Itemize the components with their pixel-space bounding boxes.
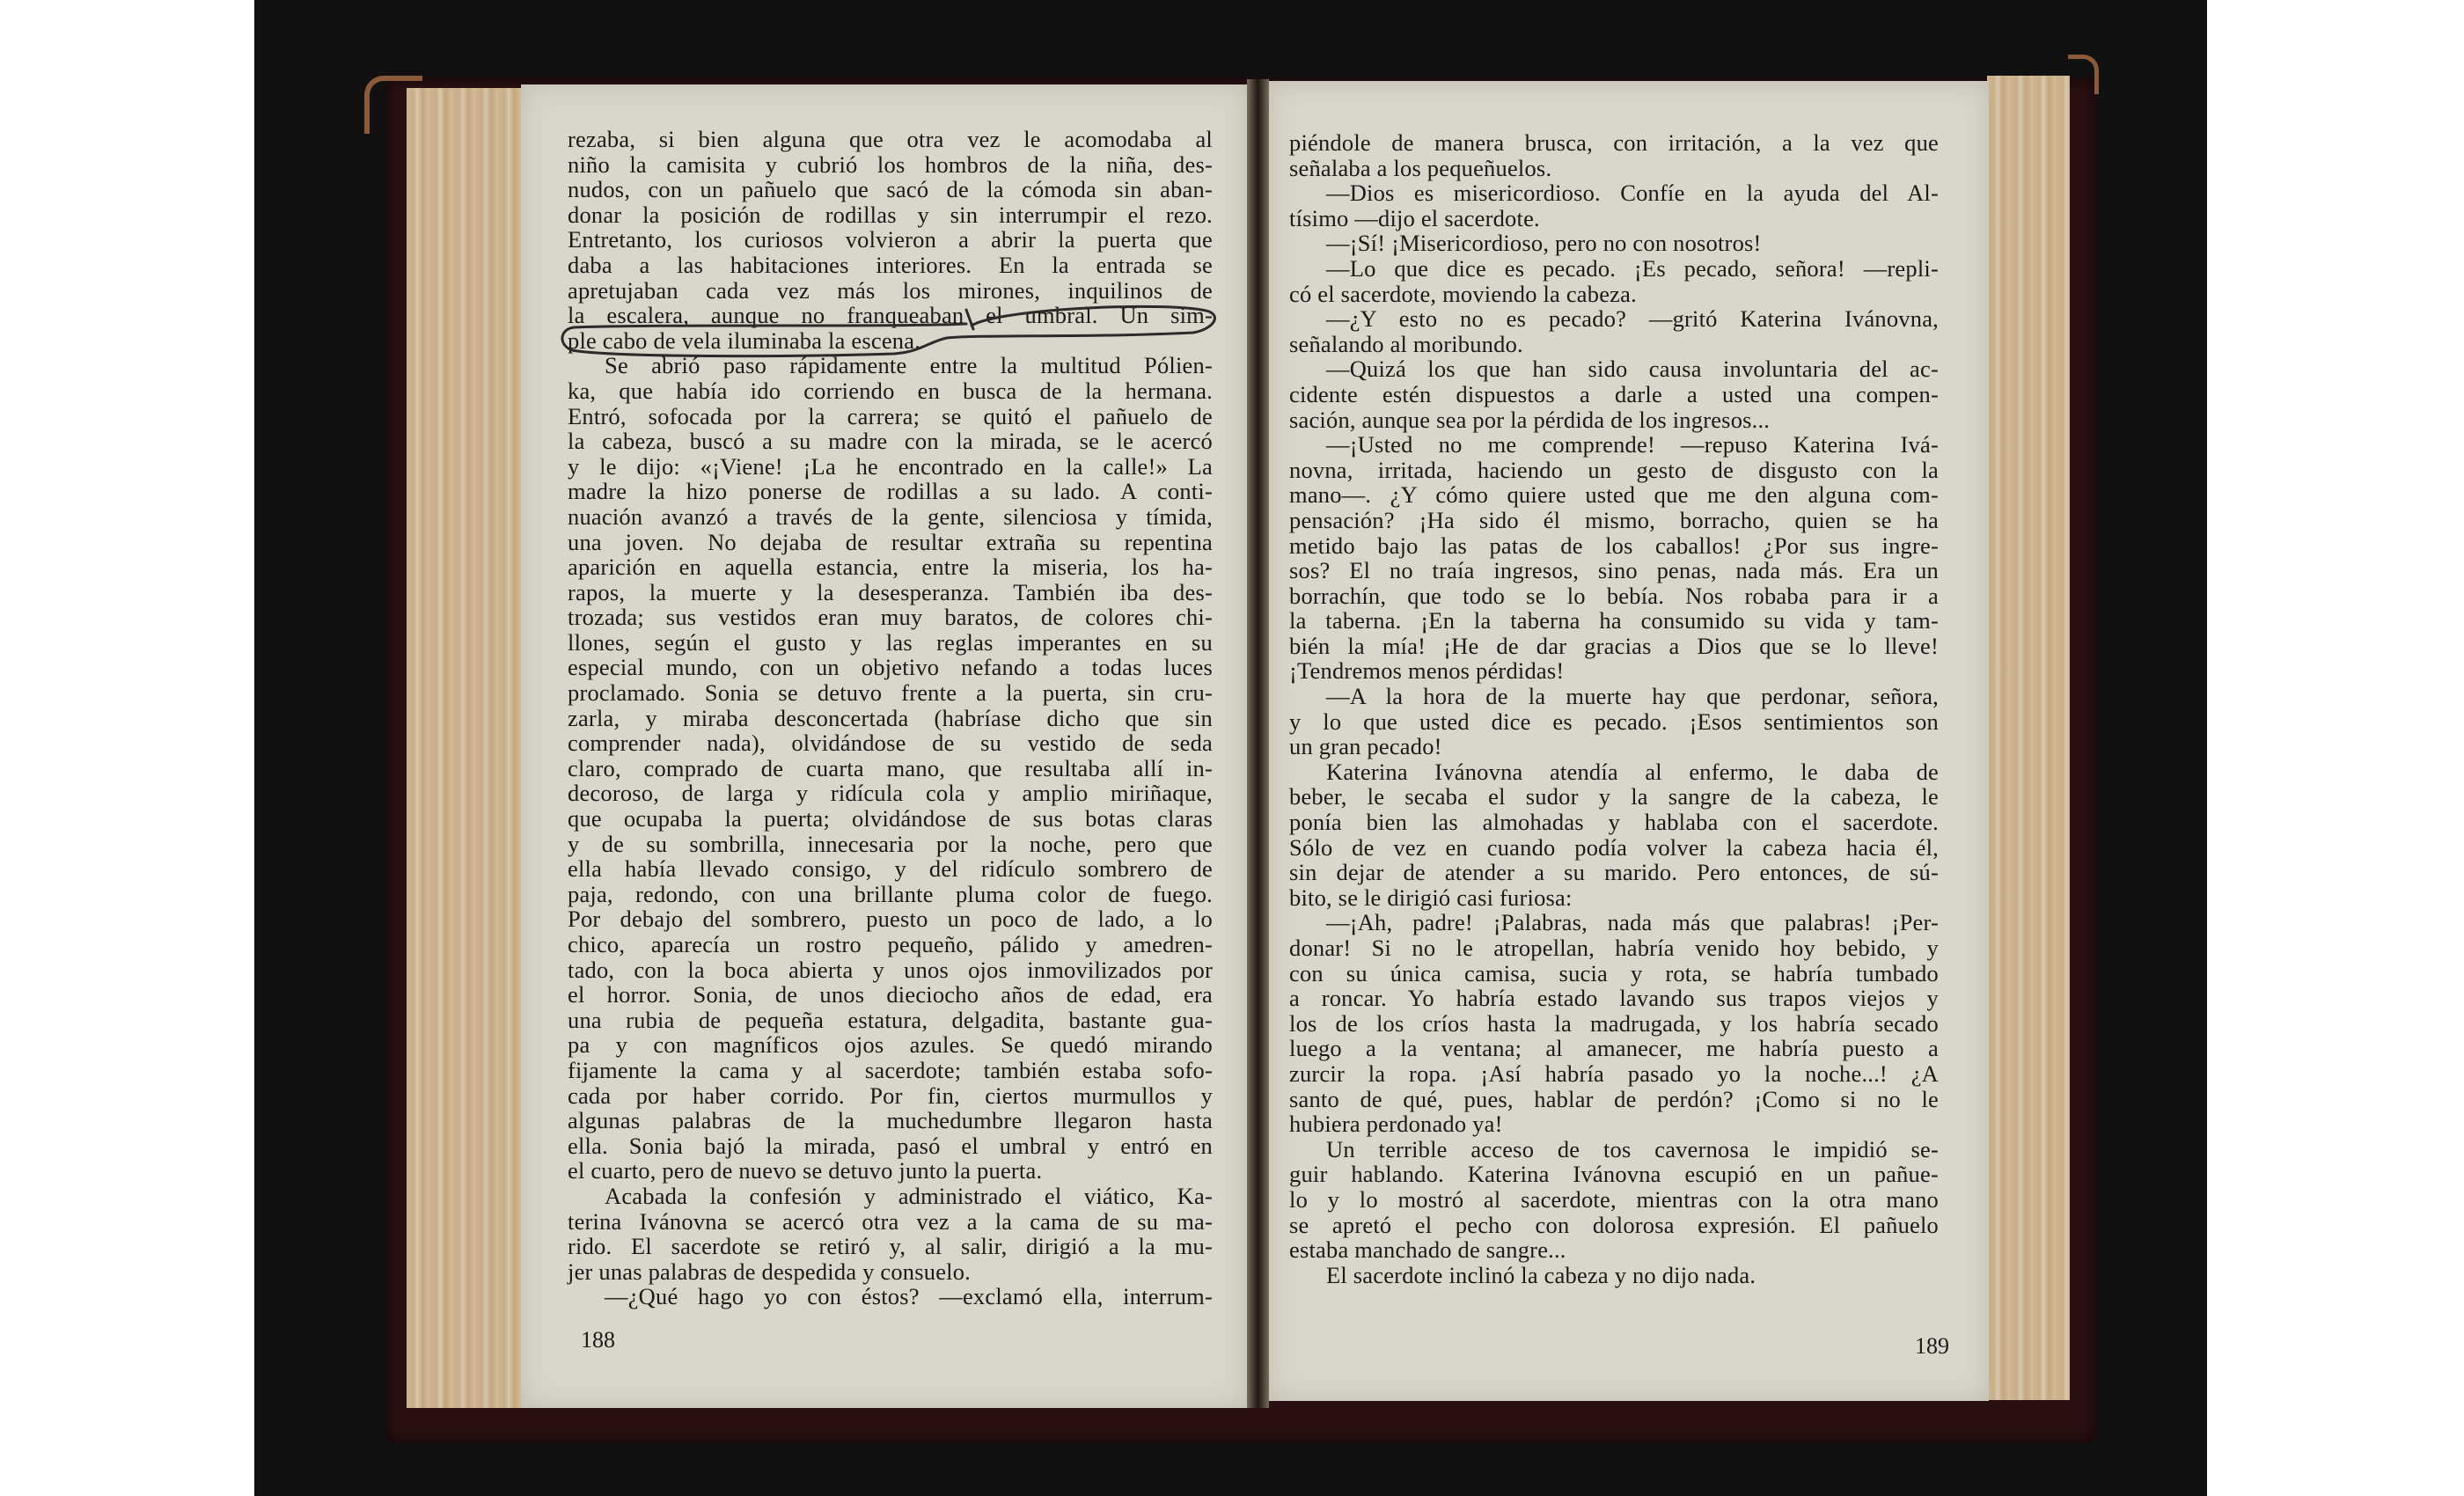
text-line: —Dios es misericordioso. Confíe en la ayuda del Al- xyxy=(1326,180,1939,207)
text-line: novna, irritada, haciendo un gesto de disgusto con la xyxy=(1289,456,1939,483)
text-line: y le dijo: «¡Viene! ¡La he encontrado en la calle!» La xyxy=(568,452,1213,480)
text-line: lo y lo mostró al sacerdote, mientras con la otra mano xyxy=(1289,1185,1939,1213)
text-line: y de su sombrilla, innecesaria por la noche, pero que xyxy=(568,830,1213,857)
text-line: —Quizá los que han sido causa involuntaria del ac- xyxy=(1326,356,1939,383)
text-line: —¿Qué hago yo con éstos? —exclamó ella, interrum- xyxy=(605,1283,1213,1310)
left-page-edges xyxy=(407,88,523,1408)
text-line: cada por haber corrido. Por fin, ciertos murmullos y xyxy=(568,1082,1213,1109)
text-line: trozada; sus vestidos eran muy baratos, de colores chi- xyxy=(568,604,1213,631)
text-line: hubiera perdonado ya! xyxy=(1289,1111,1503,1138)
text-line: señalando al moribundo. xyxy=(1289,330,1523,357)
text-line: la cabeza, buscó a su madre con la mirada, se le acercó xyxy=(568,428,1213,455)
text-line: Katerina Ivánovna atendía al enfermo, le daba de xyxy=(1326,758,1939,785)
text-line: —¡Sí! ¡Misericordioso, pero no con nosotros! xyxy=(1326,230,1762,257)
text-line: bién la mía! ¡He de dar gracias a Dios que se lo lleve! xyxy=(1289,632,1939,659)
text-line: cidente estén dispuestos a darle a usted una compen- xyxy=(1289,380,1939,407)
text-line: niño la camisita y cubrió los hombros de la niña, des- xyxy=(568,150,1213,178)
text-line: donar la posición de rodillas y sin interrumpir el rezo. xyxy=(568,201,1213,228)
text-line: nuación avanzó a través de la gente, silenciosa y tímida, xyxy=(568,502,1213,530)
text-line: apretujaban cada vez más los mirones, inquilinos de xyxy=(568,276,1213,304)
text-line: pa y con magníficos ojos azules. Se quedó mirando xyxy=(568,1031,1213,1059)
text-line: chico, aparecía un rostro pequeño, pálido y amedren- xyxy=(568,931,1213,957)
text-line: comprender nada), olvidándose de su vestido de seda xyxy=(568,730,1213,757)
text-line: sos? El no traía ingresos, sino penas, nada más. Era un xyxy=(1289,557,1939,584)
text-line: Acabada la confesión y administrado el viático, Ka- xyxy=(605,1182,1213,1209)
page-number-left: 188 xyxy=(581,1327,615,1353)
right-page-edges xyxy=(1987,76,2070,1400)
cover-corner-wear xyxy=(2068,55,2099,94)
text-line: un gran pecado! xyxy=(1289,733,1442,760)
text-line: —¡Ah, padre! ¡Palabras, nada más que palabras! ¡Per- xyxy=(1326,909,1939,936)
text-line: aparición en aquella estancia, entre la miseria, los ha- xyxy=(568,554,1213,581)
text-line: rezaba, si bien alguna que otra vez le acomodaba al xyxy=(568,126,1213,152)
text-line: los de los críos hasta la madrugada, y los habría secado xyxy=(1289,1009,1939,1037)
text-line: tado, con la boca abierta y unos ojos inmovilizados por xyxy=(568,956,1213,983)
text-line: Se abrió paso rápidamente entre la multitud Pólien- xyxy=(605,352,1213,379)
text-line: borrachín, que todo se lo bebía. Nos robaba para ir a xyxy=(1289,582,1939,609)
text-line: guir hablando. Katerina Ivánovna escupió en un pañue- xyxy=(1289,1161,1939,1188)
text-line: paja, redondo, con una brillante pluma color de fuego. xyxy=(568,880,1213,907)
text-line: jer unas palabras de despedida y consuelo. xyxy=(568,1258,972,1285)
text-line: se apretó el pecho con dolorosa expresión. El pañuelo xyxy=(1289,1211,1939,1238)
text-line: una rubia de pequeña estatura, delgadita, bastante gua- xyxy=(568,1006,1213,1033)
text-line: pensación? ¡Ha sido él mismo, borracho, quien se ha xyxy=(1289,506,1939,533)
text-line: luego a la ventana; al amanecer, me habría puesto a xyxy=(1289,1035,1939,1062)
text-line: la escalera, aunque no franqueaban el umbral. Un sim- xyxy=(568,302,1213,329)
text-line: Por debajo del sombrero, puesto un poco de lado, a lo xyxy=(568,906,1213,933)
text-line: —A la hora de la muerte hay que perdonar, señora, xyxy=(1326,683,1939,710)
text-line: có el sacerdote, moviendo la cabeza. xyxy=(1289,280,1637,307)
text-line: Un terrible acceso de tos cavernosa le impidió se- xyxy=(1326,1135,1939,1162)
text-line: madre la hizo ponerse de rodillas a su lado. A conti- xyxy=(568,478,1213,505)
text-line: estaba manchado de sangre... xyxy=(1289,1236,1566,1264)
text-line: claro, comprado de cuarta mano, que resultaba allí in- xyxy=(568,754,1213,781)
page-number-right: 189 xyxy=(1915,1333,1949,1359)
text-line: ella. Sonia bajó la mirada, pasó el umbral y entró en xyxy=(568,1132,1213,1159)
right-page-text xyxy=(1289,130,1939,1287)
text-line: daba a las habitaciones interiores. En la entrada se xyxy=(568,251,1213,278)
text-line: decoroso, de larga y ridícula cola y amplio miriñaque, xyxy=(568,780,1213,807)
text-line: zurcir la ropa. ¡Así habría pasado yo la noche...! ¿A xyxy=(1289,1060,1939,1087)
text-line: señalaba a los pequeñuelos. xyxy=(1289,154,1552,181)
text-line: —¿Y esto no es pecado? —gritó Katerina Ivánovna, xyxy=(1326,305,1939,333)
text-line: —Lo que dice es pecado. ¡Es pecado, señora! —repli- xyxy=(1326,254,1939,282)
text-line: ple cabo de vela iluminaba la escena. xyxy=(568,326,921,354)
text-line: el horror. Sonia, de unos dieciocho años de edad, era xyxy=(568,981,1213,1008)
text-line: Entró, sofocada por la carrera; se quitó el pañuelo de xyxy=(568,402,1213,429)
text-line: El sacerdote inclinó la cabeza y no dijo nada. xyxy=(1326,1261,1756,1288)
text-line: terina Ivánovna se acercó otra vez a la cama de su ma- xyxy=(568,1207,1213,1235)
text-line: ella había llevado consigo, y del ridículo sombrero de xyxy=(568,855,1213,883)
text-line: piéndole de manera brusca, con irritación, a la vez que xyxy=(1289,129,1939,156)
text-line: ponía bien las almohadas y hablaba con el sacerdote. xyxy=(1289,809,1939,836)
text-line: fijamente la cama y al sacerdote; también estaba sofo- xyxy=(568,1056,1213,1083)
text-line: mano—. ¿Y cómo quiere usted que me den alguna com- xyxy=(1289,481,1939,509)
text-line: donar! Si no le atropellan, habría venido hoy bebido, y xyxy=(1289,935,1939,961)
text-line: y lo que usted dice es pecado. ¡Esos sentimientos son xyxy=(1289,708,1939,735)
text-line: rido. El sacerdote se retiró y, al salir, dirigió a la mu- xyxy=(568,1233,1213,1260)
left-page-text xyxy=(568,127,1213,1309)
text-line: beber, le secaba el sudor y la sangre de la cabeza, le xyxy=(1289,783,1939,810)
text-line: llones, según el gusto y las reglas imperantes en su xyxy=(568,628,1213,656)
text-line: algunas palabras de la muchedumbre llegaron hasta xyxy=(568,1107,1213,1134)
text-line: rapos, la muerte y la desesperanza. También iba des- xyxy=(568,578,1213,605)
text-line: proclamado. Sonia se detuvo frente a la puerta, sin cru- xyxy=(568,679,1213,707)
text-line: ¡Tendremos menos pérdidas! xyxy=(1289,657,1565,685)
text-line: zarla, y miraba desconcertada (habríase dicho que sin xyxy=(568,704,1213,731)
text-line: Entretanto, los curiosos volvieron a abrir la puerta que xyxy=(568,226,1213,253)
text-line: santo de qué, pues, hablar de perdón? ¡Como si no le xyxy=(1289,1085,1939,1112)
text-line: la taberna. ¡En la taberna ha consumido su vida y tam- xyxy=(1289,607,1939,634)
text-line: ka, que había ido corriendo en busca de la hermana. xyxy=(568,377,1213,404)
text-line: el cuarto, pero de nuevo se detuvo junto la puerta. xyxy=(568,1157,1043,1184)
text-line: tísimo —dijo el sacerdote. xyxy=(1289,204,1540,231)
book-gutter xyxy=(1247,79,1269,1408)
text-line: a roncar. Yo habría estado lavando sus trapos viejos y xyxy=(1289,985,1939,1012)
text-line: que ocupaba la puerta; olvidándose de sus botas claras xyxy=(568,805,1213,832)
text-line: con su única camisa, sucia y rota, se habría tumbado xyxy=(1289,959,1939,986)
text-line: bito, se le dirigió casi furiosa: xyxy=(1289,884,1573,911)
text-line: especial mundo, con un objetivo nefando a todas luces xyxy=(568,654,1213,681)
text-line: Sólo de vez en cuando podía volver la cabeza hacia él, xyxy=(1289,833,1939,861)
text-line: —¡Usted no me comprende! —repuso Katerina Ivá- xyxy=(1326,431,1939,458)
text-line: sación, aunque sea por la pérdida de los ingresos... xyxy=(1289,406,1771,433)
text-line: una joven. No dejaba de resultar extraña su repentina xyxy=(568,528,1213,555)
text-line: nudos, con un pañuelo que sacó de la cómoda sin aban- xyxy=(568,176,1213,203)
text-line: metido bajo las patas de los caballos! ¿Por sus ingre- xyxy=(1289,532,1939,559)
text-line: sin dejar de atender a su marido. Pero entonces, de sú- xyxy=(1289,859,1939,886)
